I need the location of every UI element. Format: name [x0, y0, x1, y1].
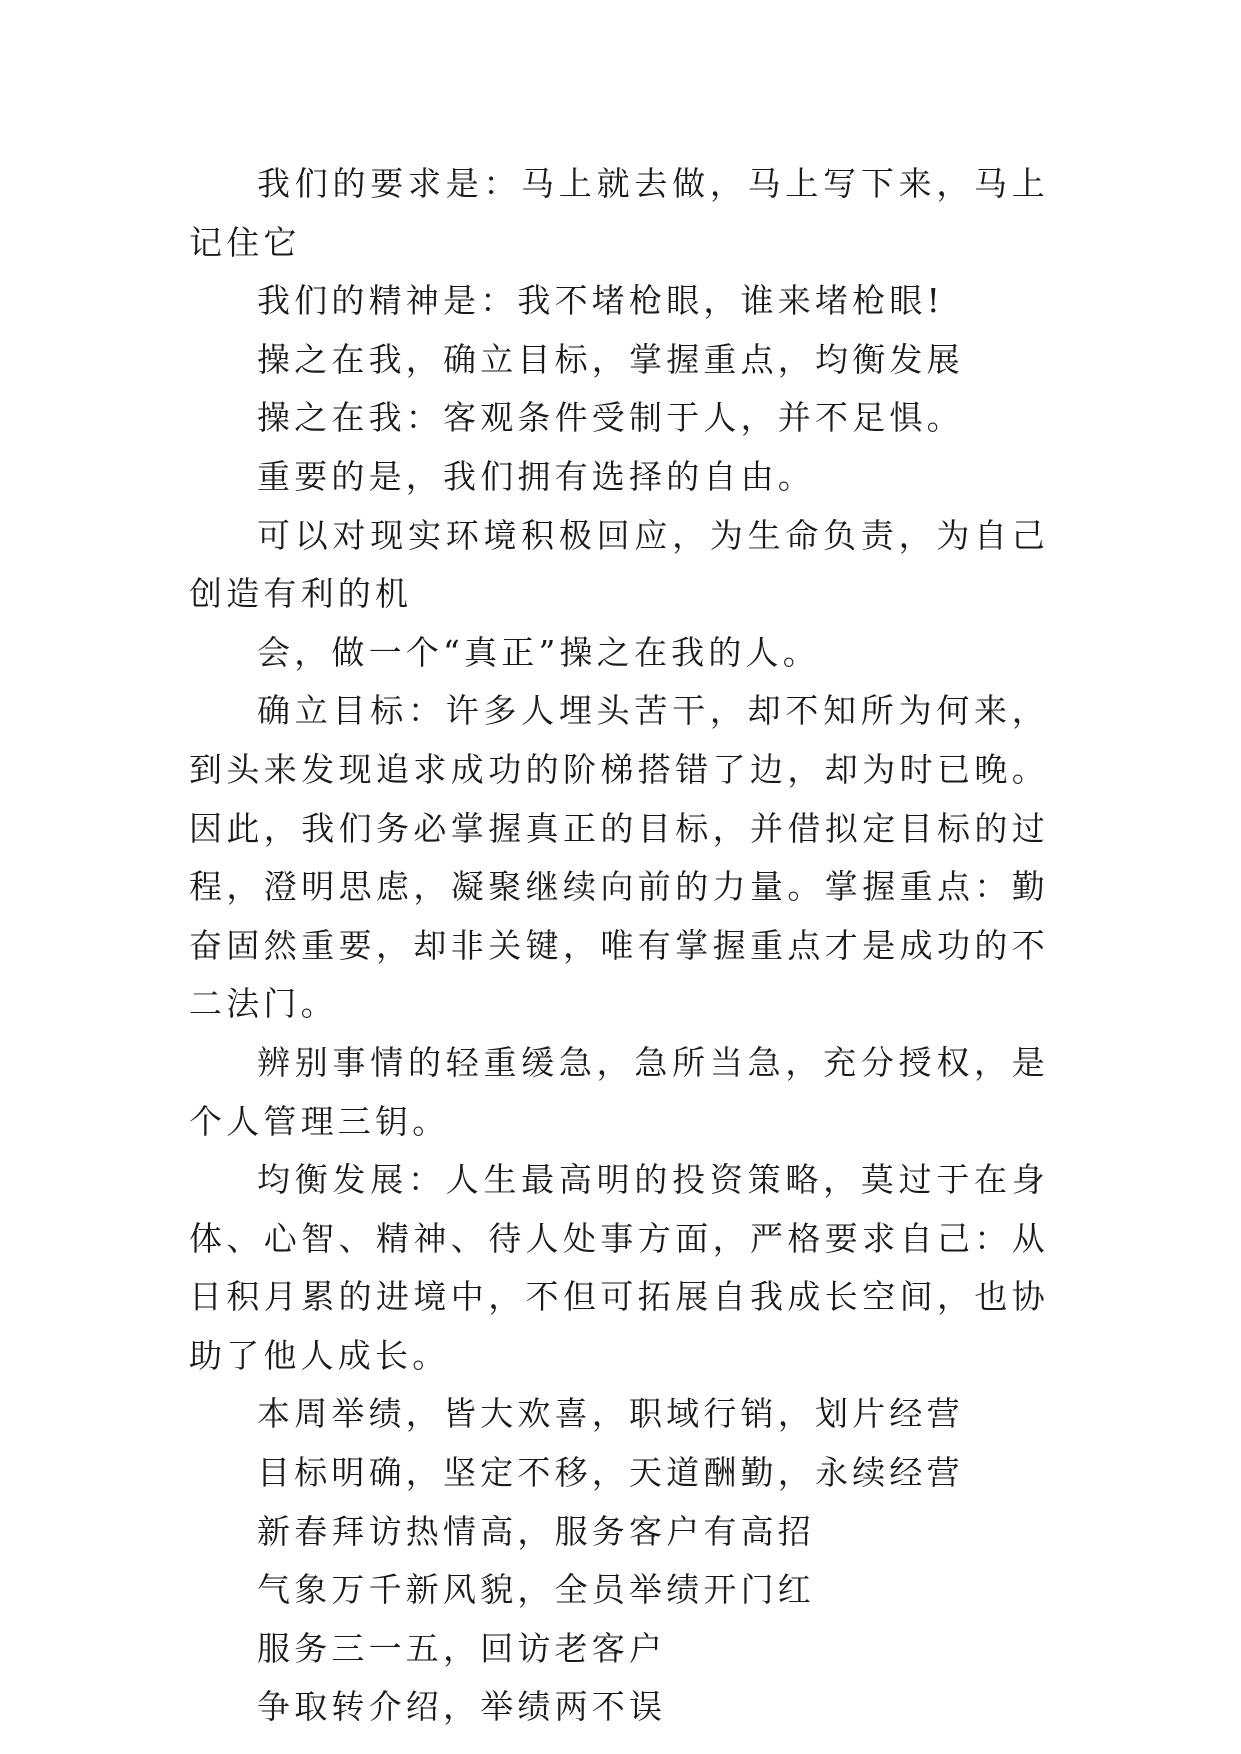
- paragraph-freedom: 重要的是，我们拥有选择的自由。: [257, 456, 815, 496]
- slogan-line: 气象万千新风貌，全员举绩开门红: [257, 1570, 815, 1610]
- slogan-line: 争取转介绍，举绩两不误: [257, 1687, 667, 1727]
- paragraph-spirit: 我们的精神是：我不堵枪眼，谁来堵枪眼!: [257, 281, 945, 321]
- paragraph-goals: 确立目标：许多人埋头苦干，却不知所为何来，到头来发现追求成功的阶梯搭错了边，却为时已晚。因此，我们务必掌握真正的目标，并借拟定目标的过程，澄明思虑，凝聚继续向前的力量。掌握重点：勤奋固然重要，却非关键，唯有掌握重点才是成功的不二法门。: [189, 691, 1049, 1024]
- slogan-line: 目标明确，坚定不移，天道酬勤，永续经营: [257, 1453, 964, 1493]
- paragraph-opportunity: 会，做一个“真正”操之在我的人。: [257, 632, 820, 672]
- slogan-line: 服务三一五，回访老客户: [257, 1628, 667, 1668]
- slogan-line: 本周举绩，皆大欢喜，职域行销，划片经营: [257, 1394, 964, 1434]
- slogan-line: 新春拜访热情高，服务客户有高招: [257, 1511, 815, 1551]
- document-body: [189, 155, 1049, 1737]
- paragraph-control: 操之在我：客观条件受制于人，并不足惧。: [257, 398, 964, 438]
- paragraph-priorities: 辨别事情的轻重缓急，急所当急，充分授权，是个人管理三钥。: [189, 1042, 1049, 1141]
- paragraph-requirement: 我们的要求是：马上就去做，马上写下来，马上记住它: [189, 164, 1049, 262]
- paragraph-balance: 均衡发展：人生最高明的投资策略，莫过于在身体、心智、精神、待人处事方面，严格要求自己：从日积月累的进境中，不但可拓展自我成长空间，也协助了他人成长。: [189, 1160, 1049, 1375]
- paragraph-summary: 操之在我，确立目标，掌握重点，均衡发展: [257, 339, 964, 379]
- paragraph-respond: 可以对现实环境积极回应，为生命负责，为自己创造有利的机: [189, 515, 1049, 614]
